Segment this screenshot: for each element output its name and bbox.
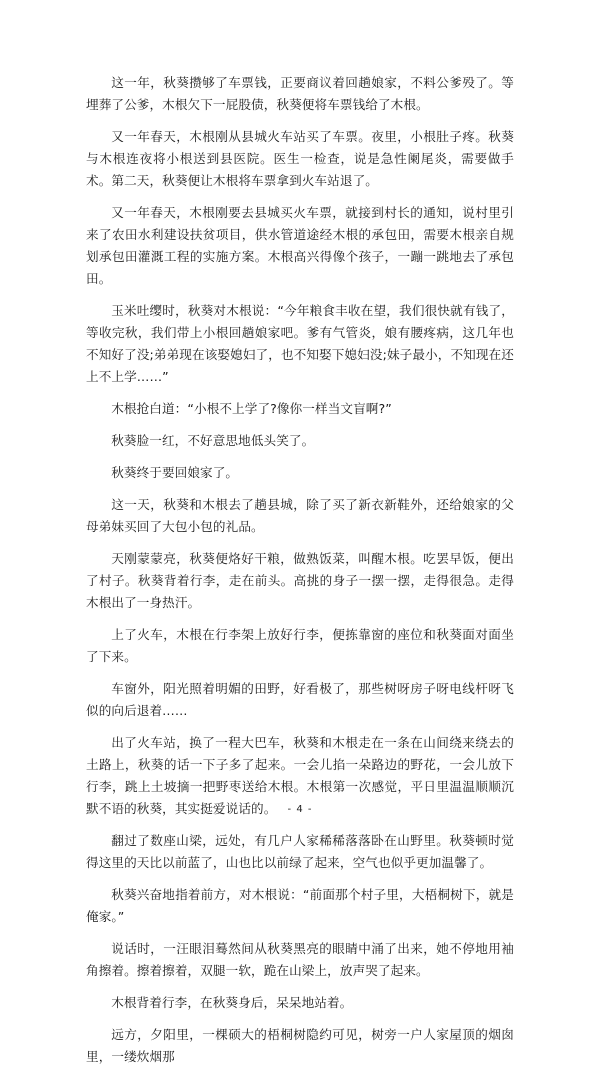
body-text bbox=[86, 72, 514, 1078]
paragraph: 木根背着行李，在秋葵身后，呆呆地站着。 bbox=[111, 995, 353, 1010]
paragraph: 玉米吐缨时，秋葵对木根说：“今年粮食丰收在望，我们很快就有钱了，等收完秋，我们带上小根回趟娘家吧。爹有气管炎，娘有腰疼病，这几年也不知好了没;弟弟现在该娶媳妇了，也不知娶下媳妇没;妹子最小，不知现在还上不上学……” bbox=[86, 303, 514, 384]
paragraph: 出了火车站，换了一程大巴车，秋葵和木根走在一条在山间绕来绕去的土路上，秋葵的话一下子多了起来。一会儿掐一朵路边的野花，一会儿放下行李，跳上土坡摘一把野枣送给木根。木根第一次感觉，平日里温温顺顺沉默不语的秋葵，其实挺爱说话的。 bbox=[86, 735, 514, 816]
paragraph: 远方，夕阳里，一棵硕大的梧桐树隐约可见，树旁一户人家屋顶的烟囱里，一缕炊烟那 bbox=[86, 1027, 514, 1064]
paragraph: 这一天，秋葵和木根去了趟县城，除了买了新衣新鞋外，还给娘家的父母弟妹买回了大包小包的礼品。 bbox=[86, 497, 514, 534]
paragraph: 又一年春天，木根刚从县城火车站买了车票。夜里，小根肚子疼。秋葵与木根连夜将小根送到县医院。医生一检查，说是急性阑尾炎，需要做手术。第二天，秋葵便让木根将车票拿到火车站退了。 bbox=[86, 129, 514, 188]
paragraph: 秋葵脸一红，不好意思地低头笑了。 bbox=[111, 433, 315, 448]
paragraph: 天刚蒙蒙亮，秋葵便烙好干粮，做熟饭菜，叫醒木根。吃罢早饭，便出了村子。秋葵背着行李，走在前头。高挑的身子一摆一摆，走得很急。走得木根出了一身热汗。 bbox=[86, 551, 514, 610]
paragraph: 秋葵终于要回娘家了。 bbox=[111, 465, 239, 480]
paragraph: 上了火车，木根在行李架上放好行李，便拣靠窗的座位和秋葵面对面坐了下来。 bbox=[86, 627, 514, 664]
paragraph: 车窗外，阳光照着明媚的田野，好看极了，那些树呀房子呀电线杆呀飞似的向后退着…… bbox=[86, 681, 514, 718]
paragraph: 这一年，秋葵攒够了车票钱，正要商议着回趟娘家，不料公爹殁了。等埋葬了公爹，木根欠下一屁股债，秋葵便将车票钱给了木根。 bbox=[86, 75, 514, 112]
paragraph: 翻过了数座山梁，远处，有几户人家稀稀落落卧在山野里。秋葵顿时觉得这里的天比以前蓝了，山也比以前绿了起来，空气也似乎更加温馨了。 bbox=[86, 833, 514, 870]
page-number: - 4 - bbox=[287, 804, 313, 815]
paragraph: 又一年春天，木根刚要去县城买火车票，就接到村长的通知，说村里引来了农田水利建设扶贫项目，供水管道途经木根的承包田，需要木根亲自规划承包田灌溉工程的实施方案。木根高兴得像个孩子，一蹦一跳地去了承包田。 bbox=[86, 205, 514, 286]
paragraph: 木根抢白道：“小根不上学了?像你一样当文盲啊?” bbox=[111, 401, 392, 416]
paragraph: 说话时，一汪眼泪蓦然间从秋葵黑亮的眼睛中涌了出来，她不停地用袖角擦着。擦着擦着，双腿一软，跪在山梁上，放声哭了起来。 bbox=[86, 941, 514, 978]
paragraph: 秋葵兴奋地指着前方，对木根说：“前面那个村子里，大梧桐树下，就是俺家。” bbox=[86, 887, 514, 924]
